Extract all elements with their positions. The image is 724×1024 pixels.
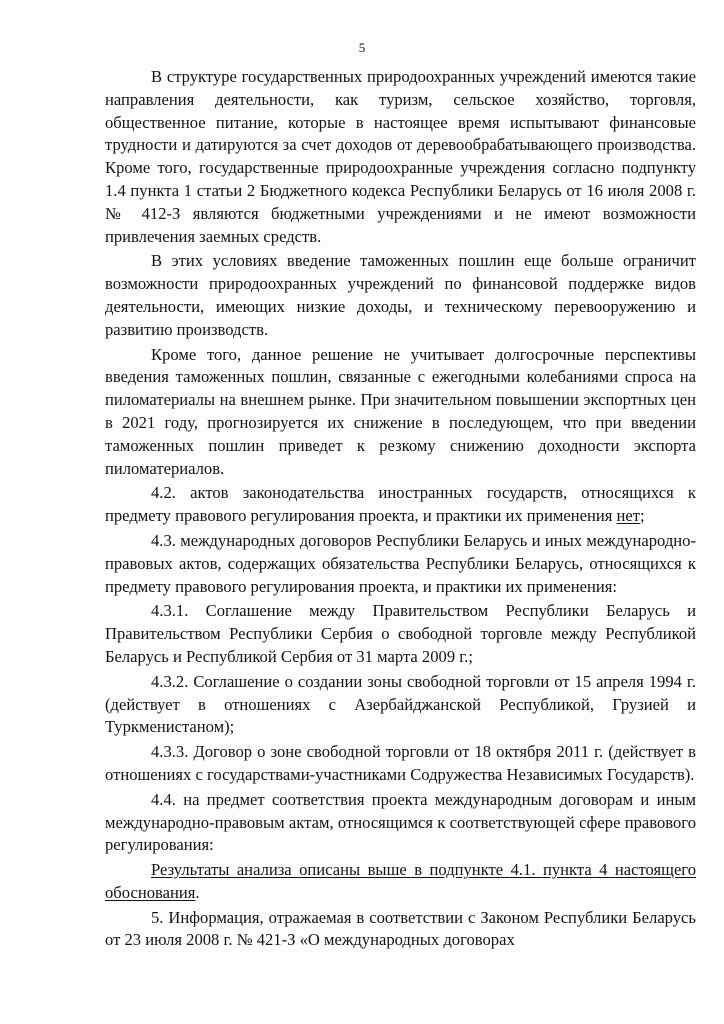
item-4-4-result — [105, 859, 696, 905]
item-4-4: 4.4. на предмет соответствия проекта международным договорам и иным международно-правовым актам, относящимся к соответствующей сфере правового регулирования: — [105, 789, 696, 855]
item-4-3-1: 4.3.1. Соглашение между Правительством Республики Беларусь и Правительством Республики Сербия о свободной торговле между Республикой Беларусь и Республикой Сербия от 31 марта 2009 г.; — [105, 601, 696, 666]
paragraph-structure: В структуре государственных природоохранных учреждений имеются такие направления деятельности, как туризм, сельское хозяйство, торговля, общественное питание, которые в настоящее время испытывают финансовые трудности и датируются за счет доходов от деревообрабатывающего производства. Кроме того, государственные природоохранные учреждения согласно подпункту 1.4 пункта 1 статьи 2 Бюджетного кодекса Республики Беларусь от 16 июля 2008 г. № 412-З являются бюджетными учреждениями и не имеют возможности привлечения заемных средств. — [105, 67, 696, 246]
document-body — [105, 66, 696, 952]
item-5: 5. Информация, отражаемая в соответствии с Законом Республики Беларусь от 23 июля 2008 г. № 421-З «О международных договорах — [105, 907, 696, 950]
paragraph-long-term: Кроме того, данное решение не учитывает долгосрочные перспективы введения таможенных пошлин, связанные с ежегодными колебаниями спроса на пиломатериалы на внешнем рынке. При значительном повышении экспортных цен в 2021 году, прогнозируется их снижение в последующем, что при введении таможенных пошлин приведет к резкому снижению доходности экспорта пиломатериалов. — [105, 344, 696, 478]
page-number: 5 — [358, 40, 366, 55]
item-4-2-text: 4.2. актов законодательства иностранных государств, относящихся к предмету правового регулирования проекта, и практики их применения — [105, 483, 696, 526]
item-4-2-answer: нет — [616, 506, 641, 526]
item-4-2 — [105, 482, 696, 528]
item-4-3: 4.3. международных договоров Республики Беларусь и иных международно-правовых актов, содержащих обязательства Республики Беларусь, относящихся к предмету правового регулирования проекта, и практики их применения: — [105, 530, 696, 596]
item-4-3-3: 4.3.3. Договор о зоне свободной торговли от 18 октября 2011 г. (действует в отношениях с государствами-участниками Содружества Независимых Государств). — [105, 742, 696, 784]
item-4-3-2: 4.3.2. Соглашение о создании зоны свободной торговли от 15 апреля 1994 г. (действует в отношениях с Азербайджанской Республикой, Грузией и Туркменистаном); — [105, 671, 696, 737]
item-4-4-result-suffix: . — [195, 882, 200, 902]
item-4-2-suffix: ; — [640, 506, 645, 526]
item-4-4-result-text: Результаты анализа описаны выше в подпункте 4.1. пункта 4 настоящего обоснования — [105, 860, 696, 902]
paragraph-conditions: В этих условиях введение таможенных пошлин еще больше ограничит возможности природоохранных учреждений по финансовой поддержке видов деятельности, имеющих низкие доходы, и техническому перевооружению и развитию производств. — [105, 251, 696, 339]
